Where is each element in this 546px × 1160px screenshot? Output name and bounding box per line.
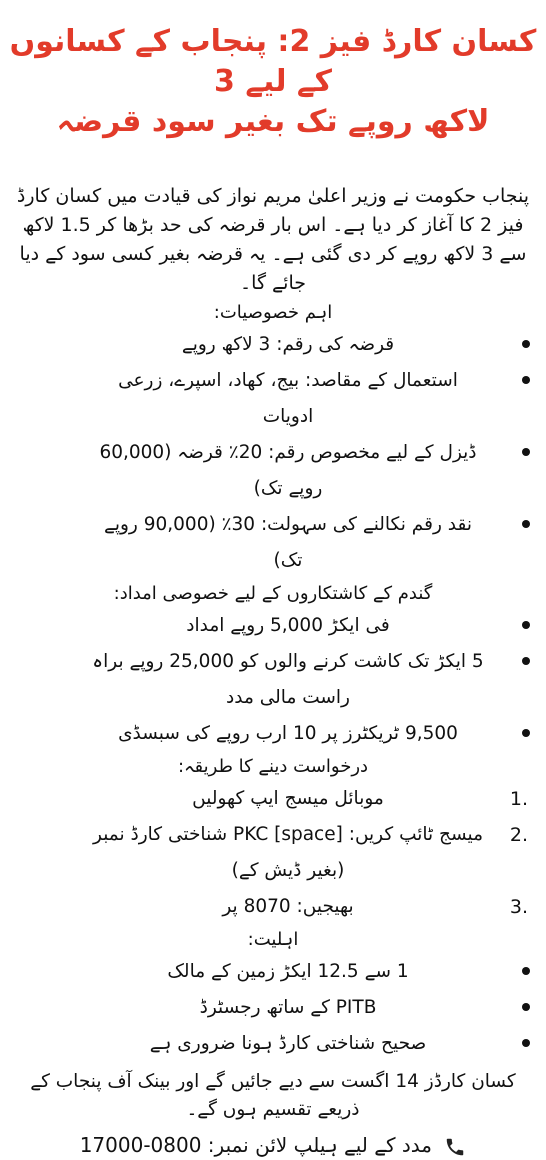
step-number: 1.	[509, 788, 528, 810]
distribution-note: کسان کارڈز 14 اگست سے دیے جائیں گے اور بینک آف پنجاب کے ذریعے تقسیم ہوں گے۔	[30, 1071, 516, 1120]
list-item: استعمال کے مقاصد: بیج، کھاد، اسپرے، زرعی ادویات	[0, 363, 546, 435]
list-item: 5 ایکڑ تک کاشت کرنے والوں کو 25,000 روپے براہ راست مالی مدد	[0, 644, 546, 716]
step-item: 2. میسج ٹائپ کریں: PKC [space] شناختی کارڈ نمبر (بغیر ڈیش کے)	[0, 817, 546, 889]
eligibility-list	[0, 954, 546, 1062]
intro-paragraph: پنجاب حکومت نے وزیر اعلیٰ مریم نواز کی قیادت میں کسان کارڈ فیز 2 کا آغاز کر دیا ہے۔ اس بار قرضہ کی حد بڑھا کر 1.5 لاکھ سے 3 لاکھ روپے کر دی گئی ہے۔ یہ قرضہ بغیر کسی سود کے دیا جائے گا۔	[16, 185, 530, 294]
bullet-dot	[522, 376, 530, 384]
apply-steps	[0, 781, 546, 925]
wheat-list	[0, 608, 546, 752]
list-item: 9,500 ٹریکٹرز پر 10 ارب روپے کی سبسڈی	[0, 716, 546, 752]
title-line-1: کسان کارڈ فیز 2: پنجاب کے کسانوں کے لیے 3	[9, 24, 537, 99]
bullet-dot	[522, 967, 530, 975]
phone-icon	[444, 1136, 466, 1158]
list-item: 1 سے 12.5 ایکڑ زمین کے مالک	[0, 954, 546, 990]
eligibility-heading: اہلیت:	[247, 929, 299, 950]
bullet-dot	[522, 621, 530, 629]
step-number: 2.	[509, 824, 528, 846]
article-title	[0, 0, 546, 142]
bullet-dot	[522, 1039, 530, 1047]
bullet-dot	[522, 520, 530, 528]
wheat-heading: گندم کے کاشتکاروں کے لیے خصوصی امداد:	[113, 583, 433, 604]
bullet-dot	[522, 657, 530, 665]
features-list	[0, 327, 546, 579]
list-item: PITB کے ساتھ رجسٹرڈ	[0, 990, 546, 1026]
list-item: فی ایکڑ 5,000 روپے امداد	[0, 608, 546, 644]
step-item: 3. بھیجیں: 8070 پر	[0, 889, 546, 925]
features-heading: اہم خصوصیات:	[213, 302, 333, 323]
bullet-dot	[522, 1003, 530, 1011]
helpline-text: مدد کے لیے ہیلپ لائن نمبر: 0800-17000	[79, 1133, 432, 1157]
bullet-dot	[522, 448, 530, 456]
list-item: قرضہ کی رقم: 3 لاکھ روپے	[0, 327, 546, 363]
step-item: 1. موبائل میسج ایپ کھولیں	[0, 781, 546, 817]
step-number: 3.	[509, 896, 528, 918]
list-item: نقد رقم نکالنے کی سہولت: 30٪ (90,000 روپے تک)	[0, 507, 546, 579]
list-item: ڈیزل کے لیے مخصوص رقم: 20٪ قرضہ (60,000 روپے تک)	[0, 435, 546, 507]
title-line-2: لاکھ روپے تک بغیر سود قرضہ	[56, 104, 490, 139]
helpline-row	[0, 1130, 546, 1160]
list-item: صحیح شناختی کارڈ ہونا ضروری ہے	[0, 1026, 546, 1062]
bullet-dot	[522, 729, 530, 737]
apply-heading: درخواست دینے کا طریقہ:	[177, 756, 369, 777]
bullet-dot	[522, 340, 530, 348]
